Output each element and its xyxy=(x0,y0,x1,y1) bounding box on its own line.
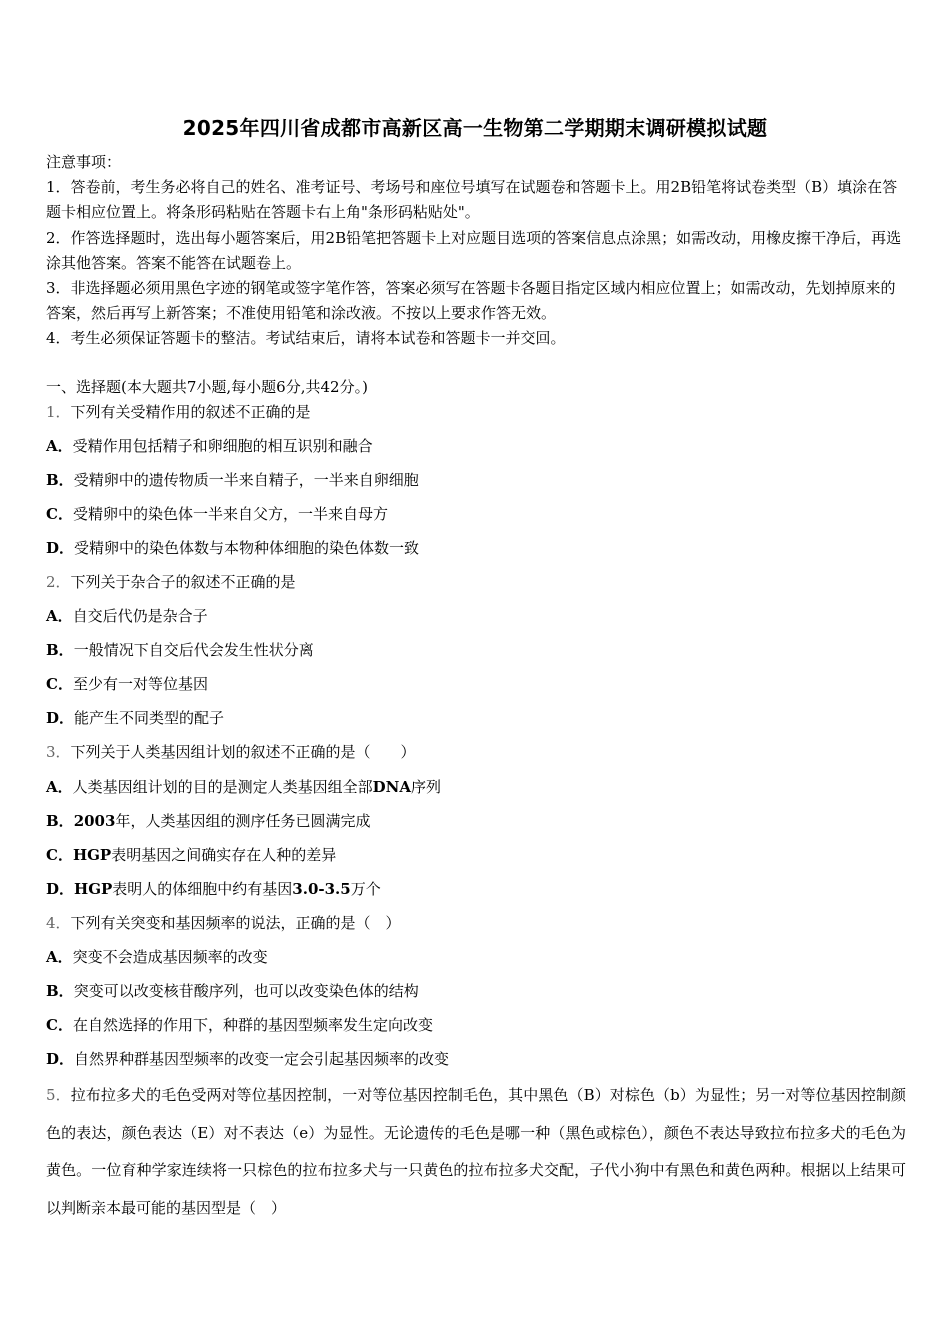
question-4-option-c xyxy=(46,1014,908,1035)
question-number: 5． xyxy=(46,1086,71,1104)
question-3-option-d xyxy=(46,878,908,899)
question-1-option-a xyxy=(46,435,908,456)
option-letter: C． xyxy=(46,505,73,523)
question-text: 拉布拉多犬的毛色受两对等位基因控制，一对等位基因控制毛色，其中黑色（B）对棕色（b）为显性；另一对等位基因控制颜色的表达，颜色表达（E）对不表达（e）为显性。无论遗传的毛色是哪一种（黑色或棕色），颜色不表达导致拉布拉多犬的毛色为黄色。一位育种学家连续将一只棕色的拉布拉多犬与一只黄色的拉布拉多犬交配，子代小狗中有黑色和黄色两种。根据以上结果可以判断亲本最可能的基因型是（ ） xyxy=(46,1086,906,1217)
question-number: 4． xyxy=(46,914,71,932)
option-text-end: 万个 xyxy=(350,880,381,898)
option-text: 突变可以改变核苷酸序列，也可以改变染色体的结构 xyxy=(73,982,419,1000)
notice-item: 4．考生必须保证答题卡的整洁。考试结束后，请将本试卷和答题卡一并交回。 xyxy=(46,329,566,348)
page-title: 2025年四川省成都市高新区高一生物第二学期期末调研模拟试题 xyxy=(182,116,768,140)
option-text: 自交后代仍是杂合子 xyxy=(72,607,208,625)
option-text: 受精卵中的染色体一半来自父方，一半来自母方 xyxy=(72,505,388,523)
question-3-option-a xyxy=(46,776,908,797)
option-letter: B． xyxy=(46,641,74,659)
option-text-end: 序列 xyxy=(411,778,442,796)
notice-block xyxy=(46,150,908,352)
option-text: 至少有一对等位基因 xyxy=(72,675,208,693)
option-text: 表明基因之间确实存在人种的差异 xyxy=(111,846,337,864)
option-text: 人类基因组计划的目的是测定人类基因组全部 xyxy=(72,778,373,796)
option-text: 年，人类基因组的测序任务已圆满完成 xyxy=(115,812,371,830)
option-letter: D． xyxy=(46,880,75,898)
option-text: 在自然选择的作用下，种群的基因型频率发生定向改变 xyxy=(72,1016,433,1034)
notice-item: 1．答卷前，考生务必将自己的姓名、准考证号、考场号和座位号填写在试题卷和答题卡上。用2B铅笔将试卷类型（B）填涂在答题卡相应位置上。将条形码粘贴在答题卡右上角"条形码粘贴处"。 xyxy=(46,178,898,222)
notice-heading: 注意事项： xyxy=(46,153,122,171)
question-number: 1． xyxy=(46,403,71,421)
question-4-option-a xyxy=(46,946,908,967)
question-1-option-c xyxy=(46,503,908,524)
question-text: 下列有关突变和基因频率的说法，正确的是（ ） xyxy=(70,914,401,932)
question-2-option-b xyxy=(46,639,908,660)
option-year: 2003 xyxy=(73,812,116,830)
option-term: HGP xyxy=(72,846,112,864)
option-text: 一般情况下自交后代会发生性状分离 xyxy=(73,641,314,659)
question-4-option-b xyxy=(46,980,908,1001)
option-letter: D． xyxy=(46,539,75,557)
option-letter: B． xyxy=(46,471,74,489)
option-term: DNA xyxy=(372,778,412,796)
question-5-stem xyxy=(46,1077,906,1227)
question-2-option-d xyxy=(46,707,908,728)
question-number: 2． xyxy=(46,573,71,591)
option-text: 受精卵中的遗传物质一半来自精子，一半来自卵细胞 xyxy=(73,471,419,489)
option-letter: A． xyxy=(46,437,73,455)
question-4-stem xyxy=(46,912,908,933)
option-letter: D． xyxy=(46,709,75,727)
question-number: 3． xyxy=(46,743,71,761)
question-text: 下列有关受精作用的叙述不正确的是 xyxy=(70,403,311,421)
option-letter: B． xyxy=(46,812,74,830)
question-1-option-d xyxy=(46,537,908,558)
question-text: 下列关于人类基因组计划的叙述不正确的是（ ） xyxy=(70,743,416,761)
question-text: 下列关于杂合子的叙述不正确的是 xyxy=(70,573,296,591)
option-letter: C． xyxy=(46,846,73,864)
section-heading: 一、选择题(本大题共7小题,每小题6分,共42分。) xyxy=(46,378,368,396)
option-text: 能产生不同类型的配子 xyxy=(74,709,225,727)
option-text: 受精卵中的染色体数与本物种体细胞的染色体数一致 xyxy=(74,539,420,557)
option-text: 受精作用包括精子和卵细胞的相互识别和融合 xyxy=(72,437,373,455)
option-letter: C． xyxy=(46,675,73,693)
option-letter: B． xyxy=(46,982,74,1000)
question-4-option-d xyxy=(46,1048,908,1069)
option-term: HGP xyxy=(74,880,113,898)
question-2-option-c xyxy=(46,673,908,694)
question-3-option-b xyxy=(46,810,908,831)
question-1-option-b xyxy=(46,469,908,490)
option-letter: C． xyxy=(46,1016,73,1034)
question-1-stem xyxy=(46,401,908,422)
option-text: 表明人的体细胞中约有基因 xyxy=(112,880,293,898)
notice-item: 2．作答选择题时，选出每小题答案后，用2B铅笔把答题卡上对应题目选项的答案信息点涂黑；如需改动，用橡皮擦干净后，再选涂其他答案。答案不能答在试题卷上。 xyxy=(46,228,902,272)
option-text: 自然界种群基因型频率的改变一定会引起基因频率的改变 xyxy=(74,1050,450,1068)
question-2-option-a xyxy=(46,605,908,626)
option-number: 3.0-3.5 xyxy=(292,880,351,898)
question-3-option-c xyxy=(46,844,908,865)
notice-item: 3．非选择题必须用黑色字迹的钢笔或签字笔作答，答案必须写在答题卡各题目指定区域内相应位置上；如需改动，先划掉原来的答案，然后再写上新答案；不准使用铅笔和涂改液。不按以上要求作答无效。 xyxy=(46,279,896,323)
question-2-stem xyxy=(46,571,908,592)
option-text: 突变不会造成基因频率的改变 xyxy=(72,948,268,966)
option-letter: A． xyxy=(46,607,73,625)
option-letter: A． xyxy=(46,948,73,966)
option-letter: D． xyxy=(46,1050,75,1068)
option-letter: A． xyxy=(46,778,73,796)
question-3-stem xyxy=(46,741,908,762)
